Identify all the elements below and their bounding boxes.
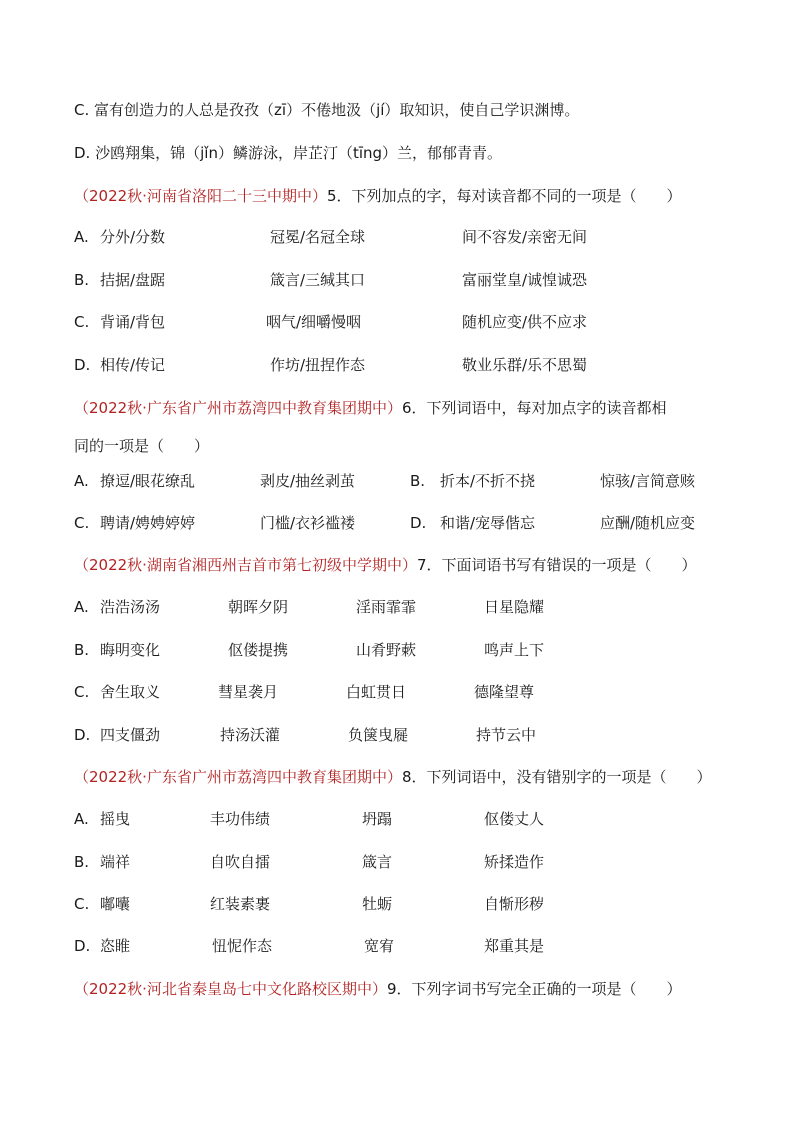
option-item: 四支僵劲: [100, 726, 161, 744]
option-item: 鸣声上下: [484, 641, 545, 659]
question-source: （2022秋·广东省广州市荔湾四中教育集团期中）: [74, 399, 402, 417]
question-7-option-a: [74, 596, 734, 618]
option-item: 应酬/随机应变: [600, 514, 696, 532]
option-label: C.: [74, 101, 90, 119]
question-7-option-c: [74, 681, 734, 703]
option-item: 郑重其是: [484, 937, 545, 955]
option-item: 折本/不折不挠: [440, 472, 536, 490]
option-text: 沙鸥翔集，锦（jǐn）鳞游泳，岸芷汀（tīng）兰，郁郁青青。: [95, 144, 503, 162]
question-9-stem: [74, 978, 682, 1000]
option-label: D.: [74, 937, 91, 955]
question-7-option-b: [74, 639, 734, 661]
option-item: 端祥: [100, 853, 131, 871]
option-label: A.: [74, 228, 89, 246]
option-item: 舍生取义: [100, 683, 161, 701]
option-item: 德隆望尊: [474, 683, 535, 701]
option-item: 门槛/衣衫褴褛: [260, 514, 356, 532]
question-6-options-cd: [74, 512, 734, 534]
question-text: 6．下列词语中，每对加点字的读音都相: [401, 399, 667, 417]
option-label: D.: [74, 144, 91, 162]
question-6-options-ab: [74, 470, 734, 492]
option-item: 丰功伟绩: [210, 810, 271, 828]
option-item: 和谐/宠辱偕忘: [440, 514, 536, 532]
option-item: 淫雨霏霏: [356, 598, 417, 616]
option-item: 浩浩汤汤: [100, 598, 161, 616]
option-label: A.: [74, 472, 89, 490]
option-item: 恣睢: [100, 937, 131, 955]
question-8-option-d: [74, 935, 734, 957]
question-8-option-a: [74, 808, 734, 830]
option-item: 持汤沃灌: [220, 726, 281, 744]
question-7-stem: [74, 554, 697, 576]
question-5-option-b: [74, 269, 734, 291]
option-item: 白虹贯日: [346, 683, 407, 701]
option-item: 聘请/娉娉婷婷: [100, 514, 196, 532]
option-label: B.: [410, 472, 426, 490]
question-text: 5．下列加点的字，每对读音都不同的一项是（ ）: [326, 187, 682, 205]
question-4-option-c: [74, 99, 579, 121]
option-item: 敬业乐群/乐不思蜀: [462, 356, 588, 374]
option-item: 坍蹋: [362, 810, 393, 828]
option-item: 伛偻丈人: [484, 810, 545, 828]
question-6-stem: [74, 397, 667, 419]
option-item: 山肴野蔌: [356, 641, 417, 659]
option-item: 自吹自擂: [210, 853, 271, 871]
question-7-option-d: [74, 724, 734, 746]
option-item: 红装素裹: [210, 895, 271, 913]
option-text: 富有创造力的人总是孜孜（zī）不倦地汲（jí）取知识，使自己学识渊博。: [94, 101, 580, 119]
option-item: 间不容发/亲密无间: [462, 228, 588, 246]
question-source: （2022秋·河南省洛阳二十三中期中）: [74, 187, 327, 205]
option-item: 彗星袭月: [218, 683, 279, 701]
question-5-option-d: [74, 354, 734, 376]
question-4-option-d: [74, 142, 502, 164]
question-5-stem: [74, 185, 682, 207]
option-item: 冠冕/名冠全球: [270, 228, 366, 246]
question-5-option-c: [74, 311, 734, 333]
option-label: C.: [74, 895, 90, 913]
option-item: 分外/分数: [100, 228, 166, 246]
option-label: A.: [74, 598, 89, 616]
option-item: 日星隐耀: [484, 598, 545, 616]
question-8-option-b: [74, 851, 734, 873]
option-item: 咽气/细嚼慢咽: [266, 313, 362, 331]
option-item: 作坊/扭捏作态: [270, 356, 366, 374]
option-item: 富丽堂皇/诚惶诚恐: [462, 271, 588, 289]
question-8-option-c: [74, 893, 734, 915]
option-item: 宽宥: [364, 937, 395, 955]
option-item: 相传/传记: [100, 356, 166, 374]
question-source: （2022秋·河北省秦皇岛七中文化路校区期中）: [74, 980, 387, 998]
option-item: 牡蛎: [362, 895, 393, 913]
question-5-option-a: [74, 226, 734, 248]
question-text: 8．下列词语中，没有错别字的一项是（ ）: [401, 768, 712, 786]
question-text: 9．下列字词书写完全正确的一项是（ ）: [386, 980, 682, 998]
option-label: B.: [74, 853, 90, 871]
question-source: （2022秋·湖南省湘西州吉首市第七初级中学期中）: [74, 556, 417, 574]
option-item: 持节云中: [476, 726, 537, 744]
option-item: 自惭形秽: [484, 895, 545, 913]
question-text: 同的一项是（ ）: [74, 437, 210, 455]
option-label: C.: [74, 514, 90, 532]
question-8-stem: [74, 766, 712, 788]
option-label: A.: [74, 810, 89, 828]
option-item: 剥皮/抽丝剥茧: [260, 472, 356, 490]
option-item: 伛偻提携: [228, 641, 289, 659]
option-item: 箴言/三缄其口: [270, 271, 366, 289]
option-label: B.: [74, 641, 90, 659]
option-item: 箴言: [362, 853, 393, 871]
question-source: （2022秋·广东省广州市荔湾四中教育集团期中）: [74, 768, 402, 786]
option-label: D.: [74, 356, 91, 374]
option-label: C.: [74, 313, 90, 331]
option-label: D.: [410, 514, 427, 532]
option-item: 惊骇/言简意赅: [600, 472, 696, 490]
option-label: C.: [74, 683, 90, 701]
option-item: 摇曳: [100, 810, 131, 828]
option-item: 嘟囔: [100, 895, 131, 913]
option-item: 撩逗/眼花缭乱: [100, 472, 196, 490]
option-label: D.: [74, 726, 91, 744]
option-item: 忸怩作态: [212, 937, 273, 955]
option-item: 矫揉造作: [484, 853, 545, 871]
option-item: 随机应变/供不应求: [462, 313, 588, 331]
question-text: 7．下面词语书写有错误的一项是（ ）: [416, 556, 697, 574]
question-6-stem-continued: [74, 435, 209, 457]
option-item: 拮据/盘踞: [100, 271, 166, 289]
option-item: 背诵/背包: [100, 313, 166, 331]
option-item: 朝晖夕阴: [228, 598, 289, 616]
option-item: 晦明变化: [100, 641, 161, 659]
option-label: B.: [74, 271, 90, 289]
option-item: 负箧曳屣: [348, 726, 409, 744]
